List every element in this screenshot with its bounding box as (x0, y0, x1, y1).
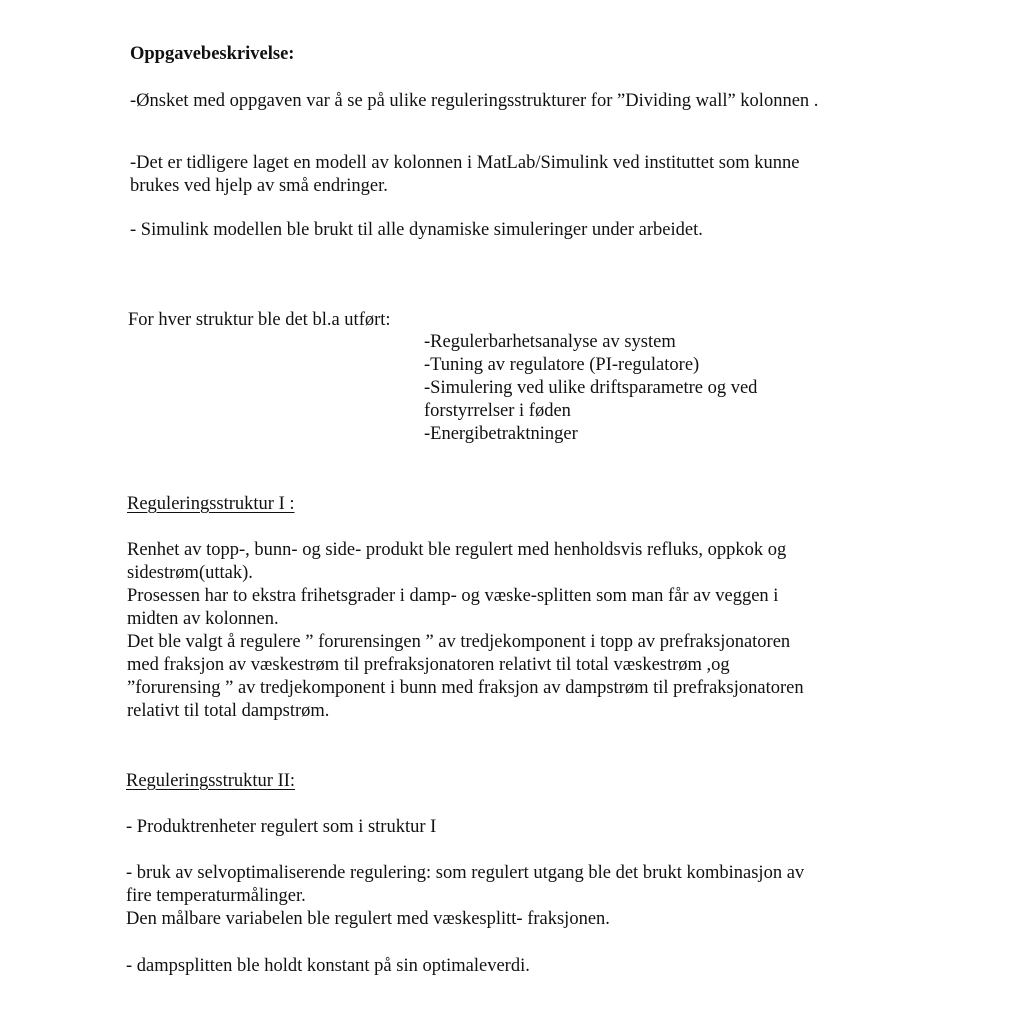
structure-1-heading: Reguleringsstruktur I : (127, 494, 295, 514)
structure-1-line-6: med fraksjon av væskestrøm til prefraksjonatoren relativt til total væskestrøm ,og (127, 655, 730, 675)
structure-2-line-4: Den målbare variabelen ble regulert med væskesplitt- fraksjonen. (126, 909, 610, 929)
document-title: Oppgavebeskrivelse: (130, 44, 295, 64)
structure-2-line-3: fire temperaturmålinger. (126, 886, 306, 906)
structure-1-line-8: relativt til total dampstrøm. (127, 701, 330, 721)
structure-1-line-7: ”forurensing ” av tredjekomponent i bunn med fraksjon av dampstrøm til prefraksjonatoren (127, 678, 804, 698)
task-item-5: -Energibetraktninger (424, 424, 578, 444)
tasks-intro: For hver struktur ble det bl.a utført: (128, 310, 391, 330)
intro-line-2: -Det er tidligere laget en modell av kolonnen i MatLab/Simulink ved instituttet som kunne (130, 153, 800, 173)
intro-line-3: brukes ved hjelp av små endringer. (130, 176, 388, 196)
structure-2-line-1: - Produktrenheter regulert som i struktur I (126, 817, 437, 837)
structure-1-line-2: sidestrøm(uttak). (127, 563, 253, 583)
structure-1-line-5: Det ble valgt å regulere ” forurensingen ” av tredjekomponent i topp av prefraksjonatoren (127, 632, 791, 652)
structure-1-line-1: Renhet av topp-, bunn- og side- produkt ble regulert med henholdsvis refluks, oppkok og (127, 540, 787, 560)
task-item-2: -Tuning av regulatore (PI-regulatore) (424, 355, 700, 375)
task-item-4: forstyrrelser i føden (424, 401, 571, 421)
structure-1-line-3: Prosessen har to ekstra frihetsgrader i damp- og væske-splitten som man får av veggen i (127, 586, 779, 606)
intro-line-4: - Simulink modellen ble brukt til alle dynamiske simuleringer under arbeidet. (130, 220, 703, 240)
task-item-3: -Simulering ved ulike driftsparametre og ved (424, 378, 758, 398)
structure-2-line-2: - bruk av selvoptimaliserende regulering: som regulert utgang ble det brukt kombinasjon av (126, 863, 805, 883)
structure-2-heading: Reguleringsstruktur II: (126, 771, 296, 791)
task-item-1: -Regulerbarhetsanalyse av system (424, 332, 676, 352)
intro-line-1: -Ønsket med oppgaven var å se på ulike reguleringsstrukturer for ”Dividing wall” kolonnen . (130, 91, 819, 111)
structure-1-line-4: midten av kolonnen. (127, 609, 279, 629)
structure-2-line-5: - dampsplitten ble holdt konstant på sin optimaleverdi. (126, 956, 530, 976)
